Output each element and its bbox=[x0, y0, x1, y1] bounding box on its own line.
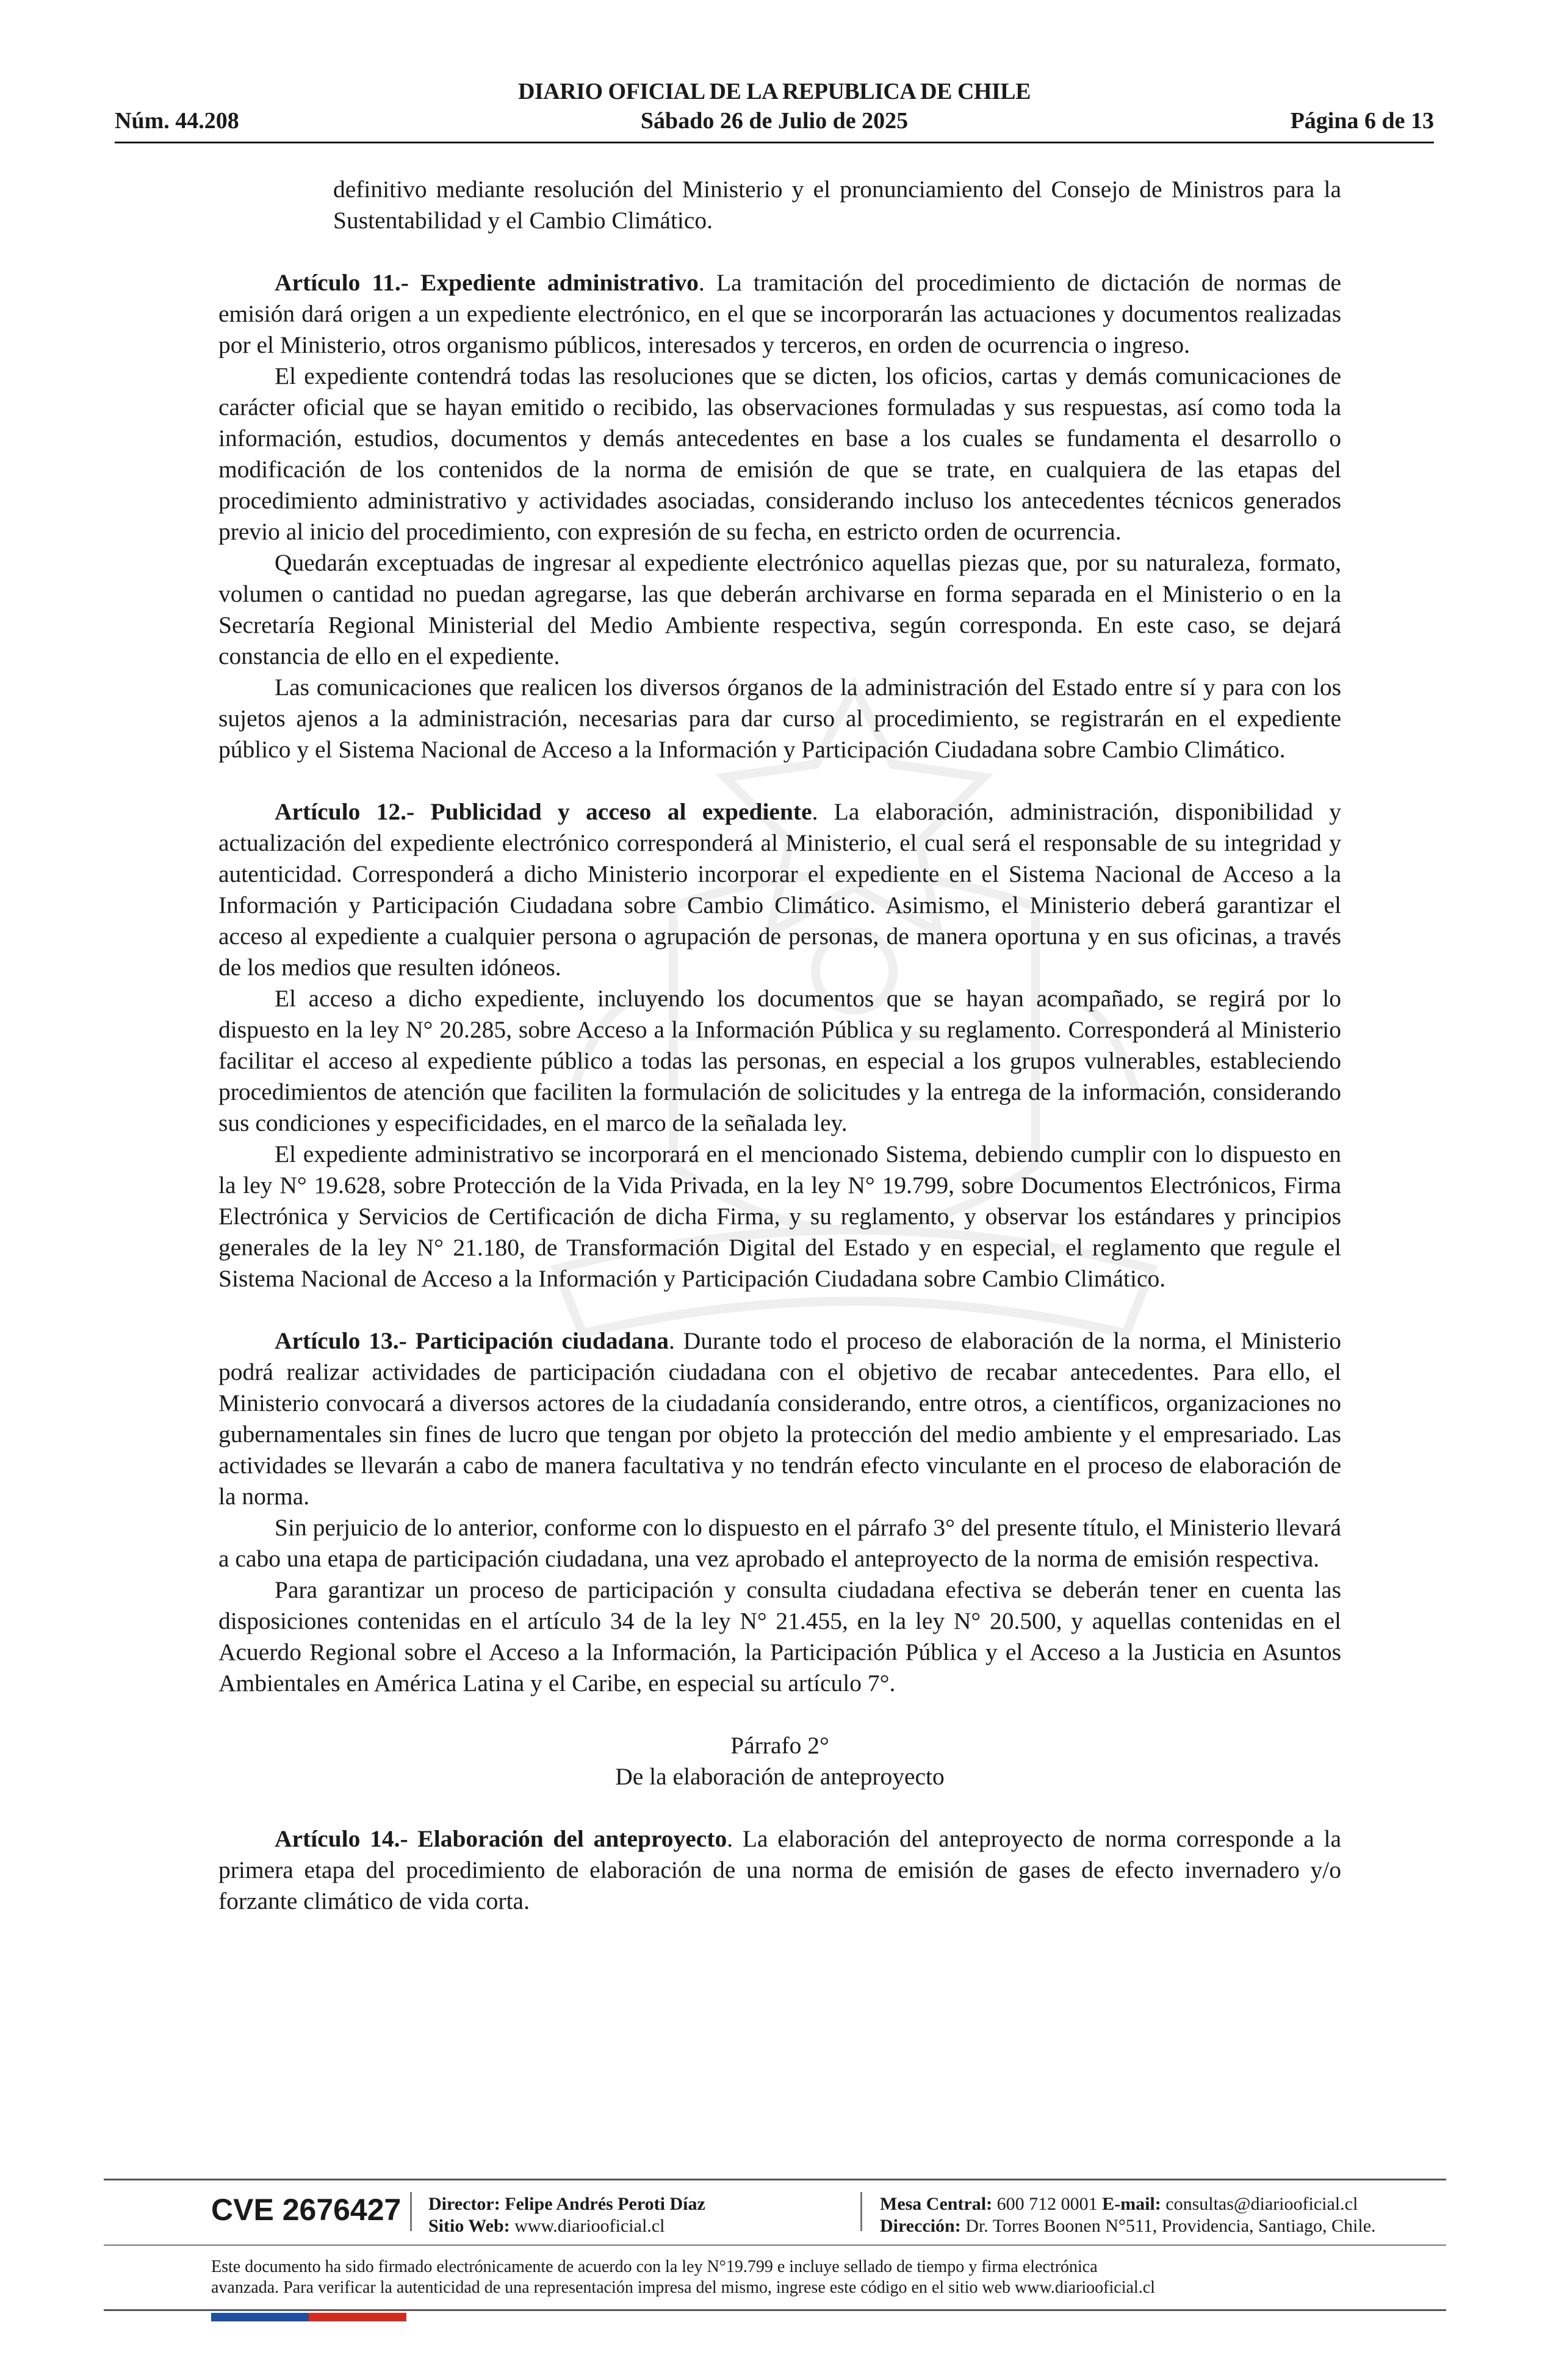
director-block bbox=[428, 2193, 705, 2237]
page-number: Página 6 de 13 bbox=[1290, 108, 1434, 134]
issue-number: Núm. 44.208 bbox=[115, 108, 239, 134]
phone-label: Mesa Central: bbox=[880, 2194, 993, 2214]
section-number: Párrafo 2° bbox=[730, 1732, 829, 1759]
newspaper-title: DIARIO OFICIAL DE LA REPUBLICA DE CHILE bbox=[518, 79, 1031, 104]
article-13 bbox=[218, 1325, 1341, 1512]
email-link[interactable]: consultas@diariooficial.cl bbox=[1165, 2194, 1358, 2214]
article-13-paragraph-2: Sin perjuicio de lo anterior, conforme con lo dispuesto en el párrafo 3° del presente título, el Ministerio llevará a cabo una etapa de participación ciudadana, una vez aprobado el anteproyecto de la norma de emisión respectiva. bbox=[218, 1514, 1341, 1572]
header-divider bbox=[115, 142, 1434, 143]
article-11-paragraph-3: Quedarán exceptuadas de ingresar al expediente electrónico aquellas piezas que, por su naturaleza, formato, volumen o cantidad no puedan agregarse, las que deberán archivarse en forma separada en el Ministerio o en la Secretaría Regional Ministerial del Medio Ambiente respectiva, según corresponda. En este caso, se dejará constancia de ello en el expediente. bbox=[218, 549, 1341, 669]
director-label: Director: bbox=[428, 2194, 500, 2214]
article-13-paragraph-3: Para garantizar un proceso de participación y consulta ciudadana efectiva se deberán tener en cuenta las disposiciones contenidas en el artículo 34 de la ley N° 21.455, en la ley N° 20.500, y aquellas contenidas en el Acuerdo Regional sobre el Acceso a la Información, la Participación Pública y el Acceso a la Justicia en Asuntos Ambientales en América Latina y el Caribe, en especial su artículo 7°. bbox=[218, 1576, 1341, 1697]
article-14-title: Artículo 14.- Elaboración del anteproyecto bbox=[275, 1825, 727, 1852]
footer-separator bbox=[410, 2192, 412, 2231]
footer-divider-top bbox=[104, 2179, 1446, 2180]
phone-number: 600 712 0001 bbox=[996, 2194, 1098, 2214]
chile-flag-stripe bbox=[211, 2313, 406, 2321]
article-11 bbox=[218, 267, 1341, 361]
flag-blue-segment bbox=[211, 2313, 309, 2321]
legal-notice bbox=[211, 2257, 1432, 2298]
article-13-title: Artículo 13.- Participación ciudadana bbox=[275, 1327, 669, 1354]
article-11-paragraph-4: Las comunicaciones que realicen los diversos órganos de la administración del Estado entre sí y para con los sujetos ajenos a la administración, necesarias para dar curso al procedimiento, se registrarán en el expediente público y el Sistema Nacional de Acceso a la Información y Participación Ciudadana sobre Cambio Climático. bbox=[218, 674, 1341, 763]
footer-separator bbox=[860, 2192, 862, 2231]
article-11-text: . La tramitación del procedimiento de dictación de normas de emisión dará origen a un expediente electrónico, en el que se incorporarán las actuaciones y documentos realizadas por el Ministerio, otros organismo públicos, interesados y terceros, en orden de ocurrencia o ingreso. bbox=[218, 269, 1341, 358]
flag-red-segment bbox=[309, 2313, 406, 2321]
article-11-paragraph-2: El expediente contendrá todas las resoluciones que se dicten, los oficios, cartas y demás comunicaciones de carácter oficial que se hayan emitido o recibido, las observaciones formuladas y sus respuestas, así como toda la información, estudios, documentos y demás antecedentes en base a los cuales se fundamenta el desarrollo o modificación de los contenidos de la norma de emisión de que se trate, en cualquiera de las etapas del procedimiento administrativo y actividades asociadas, considerando incluso los antecedentes técnicos generados previo al inicio del procedimiento, con expresión de su fecha, en estricto orden de ocurrencia. bbox=[218, 362, 1341, 545]
article-12-paragraph-2: El acceso a dicho expediente, incluyendo los documentos que se hayan acompañado, se regirá por lo dispuesto en la ley N° 20.285, sobre Acceso a la Información Pública y su reglamento. Corresponderá al Ministerio facilitar el acceso al expediente público a todas las personas, en especial a los grupos vulnerables, estableciendo procedimientos de atención que faciliten la formulación de solicitudes y la entrega de la información, considerando sus condiciones y especificidades, en el marco de la señalada ley. bbox=[218, 985, 1341, 1136]
email-label: E-mail: bbox=[1102, 2194, 1161, 2214]
article-14-text: . La elaboración del anteproyecto de norma corresponde a la primera etapa del procedimiento de elaboración de una norma de emisión de gases de efecto invernadero y/o forzante climático de vida corta. bbox=[218, 1825, 1341, 1914]
article-11-title: Artículo 11.- Expediente administrativo bbox=[275, 269, 699, 296]
section-title: De la elaboración de anteproyecto bbox=[615, 1763, 945, 1790]
footer-divider-middle bbox=[104, 2245, 1446, 2246]
address-value: Dr. Torres Boonen N°511, Providencia, Santiago, Chile. bbox=[965, 2216, 1376, 2236]
article-12-paragraph-3: El expediente administrativo se incorporará en el mencionado Sistema, debiendo cumplir con lo dispuesto en la ley N° 19.628, sobre Protección de la Vida Privada, en la ley N° 19.799, sobre Documentos Electrónicos, Firma Electrónica y Servicios de Certificación de dicha Firma, y su reglamento, y observar los estándares y principios generales de la ley N° 21.180, de Transformación Digital del Estado y en especial, el reglamento que regule el Sistema Nacional de Acceso a la Información y Participación Ciudadana sobre Cambio Climático. bbox=[218, 1141, 1341, 1292]
director-name: Felipe Andrés Peroti Díaz bbox=[505, 2194, 705, 2214]
continued-paragraph: definitivo mediante resolución del Ministerio y el pronunciamiento del Consejo de Ministros para la Sustentabilidad y el Cambio Climático. bbox=[333, 176, 1341, 234]
website-link[interactable]: www.diariooficial.cl bbox=[514, 2216, 665, 2236]
legal-line-2: avanzada. Para verificar la autenticidad de una representación impresa del mismo, ingrese este código en el sitio web www.diariooficial.cl bbox=[211, 2278, 1155, 2297]
legal-line-1: Este documento ha sido firmado electrónicamente de acuerdo con la ley N°19.799 e incluye sellado de tiempo y firma electrónica bbox=[211, 2257, 1098, 2276]
website-label: Sitio Web: bbox=[428, 2216, 510, 2236]
contact-block bbox=[880, 2193, 1376, 2237]
footer-divider-bottom bbox=[104, 2309, 1446, 2311]
document-body bbox=[218, 174, 1341, 1917]
address-label: Dirección: bbox=[880, 2216, 961, 2236]
article-14 bbox=[218, 1823, 1341, 1917]
issue-date: Sábado 26 de Julio de 2025 bbox=[640, 108, 909, 134]
page-header bbox=[115, 78, 1434, 145]
article-12-text: . La elaboración, administración, disponibilidad y actualización del expediente electrónico corresponderá al Ministerio, el cual será el responsable de su integridad y autenticidad. Corresponderá a dicho Ministerio incorporar el expediente en el Sistema Nacional de Acceso a la Información y Participación Ciudadana sobre Cambio Climático. Asimismo, el Ministerio deberá garantizar el acceso al expediente a cualquier persona o agrupación de personas, de manera oportuna y en sus oficinas, a través de los medios que resulten idóneos. bbox=[218, 798, 1341, 981]
cve-code: CVE 2676427 bbox=[211, 2193, 402, 2227]
article-12-title: Artículo 12.- Publicidad y acceso al expediente bbox=[275, 798, 812, 825]
article-13-text: . Durante todo el proceso de elaboración de la norma, el Ministerio podrá realizar actividades de participación ciudadana con el objetivo de recabar antecedentes. Para ello, el Ministerio convocará a diversos actores de la ciudadanía considerando, entre otros, a científicos, organizaciones no gubernamentales sin fines de lucro que tengan por objeto la protección del medio ambiente y el empresariado. Las actividades se llevarán a cabo de manera facultativa y no tendrán efecto vinculante en el proceso de elaboración de la norma. bbox=[218, 1327, 1341, 1510]
article-12 bbox=[218, 796, 1341, 983]
